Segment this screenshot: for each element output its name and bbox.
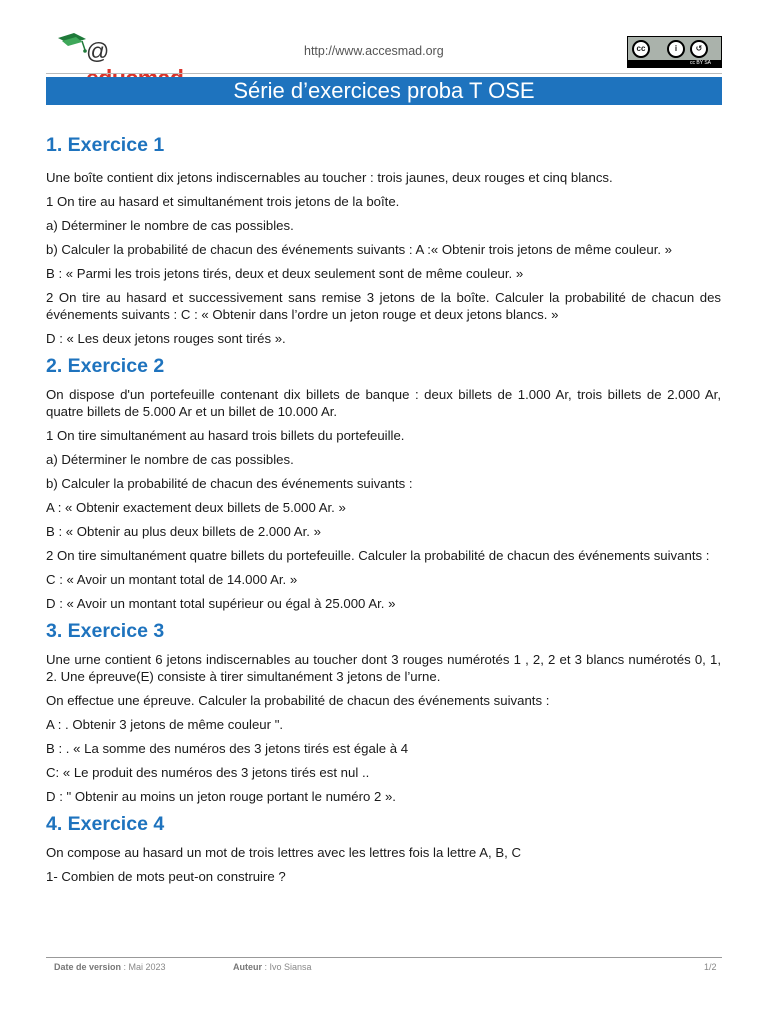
paragraph: C: « Le produit des numéros des 3 jetons tirés est nul .. — [46, 765, 370, 780]
paragraph: On effectue une épreuve. Calculer la probabilité de chacun des événements suivants : — [46, 693, 550, 708]
section-heading: 1. Exercice 1 — [46, 134, 165, 156]
paragraph: On dispose d'un portefeuille contenant dix billets de banque : deux billets de 1.000 Ar, trois billets de 2.000 Ar, quatre billets de 5.000 Ar et un billet de 10.000 Ar. — [46, 387, 721, 419]
paragraph: D : « Avoir un montant total supérieur ou égal à 25.000 Ar. » — [46, 596, 396, 611]
paragraph: C : « Avoir un montant total de 14.000 Ar. » — [46, 572, 298, 587]
paragraph: D : " Obtenir au moins un jeton rouge portant le numéro 2 ». — [46, 789, 396, 804]
paragraph: a) Déterminer le nombre de cas possibles. — [46, 218, 294, 233]
by-icon: i — [667, 40, 685, 58]
educmad-logo[interactable] — [52, 30, 202, 70]
page-number: 1/2 — [704, 962, 717, 972]
footer-version — [54, 962, 166, 972]
footer-version-label: Date de version — [54, 962, 122, 972]
document-body — [46, 134, 721, 885]
paragraph: D : « Les deux jetons rouges sont tirés ». — [46, 331, 286, 346]
paragraph: A : « Obtenir exactement deux billets de 5.000 Ar. » — [46, 500, 346, 515]
section-heading: 3. Exercice 3 — [46, 620, 165, 642]
paragraph: On compose au hasard un mot de trois lettres avec les lettres fois la lettre A, B, C — [46, 845, 521, 860]
cc-icon: cc — [632, 40, 650, 58]
logo-wordmark: @ — [86, 38, 109, 64]
cc-license-badge[interactable] — [627, 36, 722, 68]
document-title: Série d’exercices proba T OSE — [46, 77, 722, 105]
section-heading: 2. Exercice 2 — [46, 355, 165, 377]
footer-author — [233, 962, 312, 972]
footer-version-value: : Mai 2023 — [121, 962, 166, 972]
footer-divider — [46, 957, 722, 958]
license-caption: cc BY SA — [628, 60, 721, 67]
paragraph: b) Calculer la probabilité de chacun des événements suivants : A :« Obtenir trois jetons de même couleur. » — [46, 242, 673, 257]
paragraph: Une boîte contient dix jetons indiscernables au toucher : trois jaunes, deux rouges et cinq blancs. — [46, 170, 613, 185]
paragraph: 1 On tire au hasard et simultanément trois jetons de la boîte. — [46, 194, 400, 209]
section-heading: 4. Exercice 4 — [46, 813, 165, 835]
header-divider — [46, 73, 722, 74]
paragraph: Une urne contient 6 jetons indiscernables au toucher dont 3 rouges numérotés 1 , 2, 2 et 3 blancs numérotés 0, 1, 2. Une épreuve(E) consiste à tirer simultanément 3 jetons de l’urne. — [46, 652, 721, 684]
site-url[interactable]: http://www.accesmad.org — [304, 44, 444, 58]
paragraph: B : « Obtenir au plus deux billets de 2.000 Ar. » — [46, 524, 321, 539]
footer-author-label: Auteur — [233, 962, 262, 972]
paragraph: B : . « La somme des numéros des 3 jetons tirés est égale à 4 — [46, 741, 409, 756]
paragraph: 2 On tire simultanément quatre billets du portefeuille. Calculer la probabilité de chacun des événements suivants : — [46, 548, 710, 563]
paragraph: A : . Obtenir 3 jetons de même couleur ". — [46, 717, 284, 732]
page-header — [46, 28, 722, 74]
paragraph: B : « Parmi les trois jetons tirés, deux et deux seulement sont de même couleur. » — [46, 266, 524, 281]
paragraph: a) Déterminer le nombre de cas possibles. — [46, 452, 294, 467]
paragraph: 1- Combien de mots peut-on construire ? — [46, 869, 286, 884]
footer-author-value: : Ivo Siansa — [262, 962, 312, 972]
paragraph: 1 On tire simultanément au hasard trois billets du portefeuille. — [46, 428, 405, 443]
paragraph: b) Calculer la probabilité de chacun des événements suivants : — [46, 476, 413, 491]
paragraph: 2 On tire au hasard et successivement sans remise 3 jetons de la boîte. Calculer la probabilité de chacun des événements suivants : C : « Obtenir dans l’ordre un jeton rouge et deux jetons blancs. » — [46, 290, 721, 322]
sa-icon: ↺ — [690, 40, 708, 58]
